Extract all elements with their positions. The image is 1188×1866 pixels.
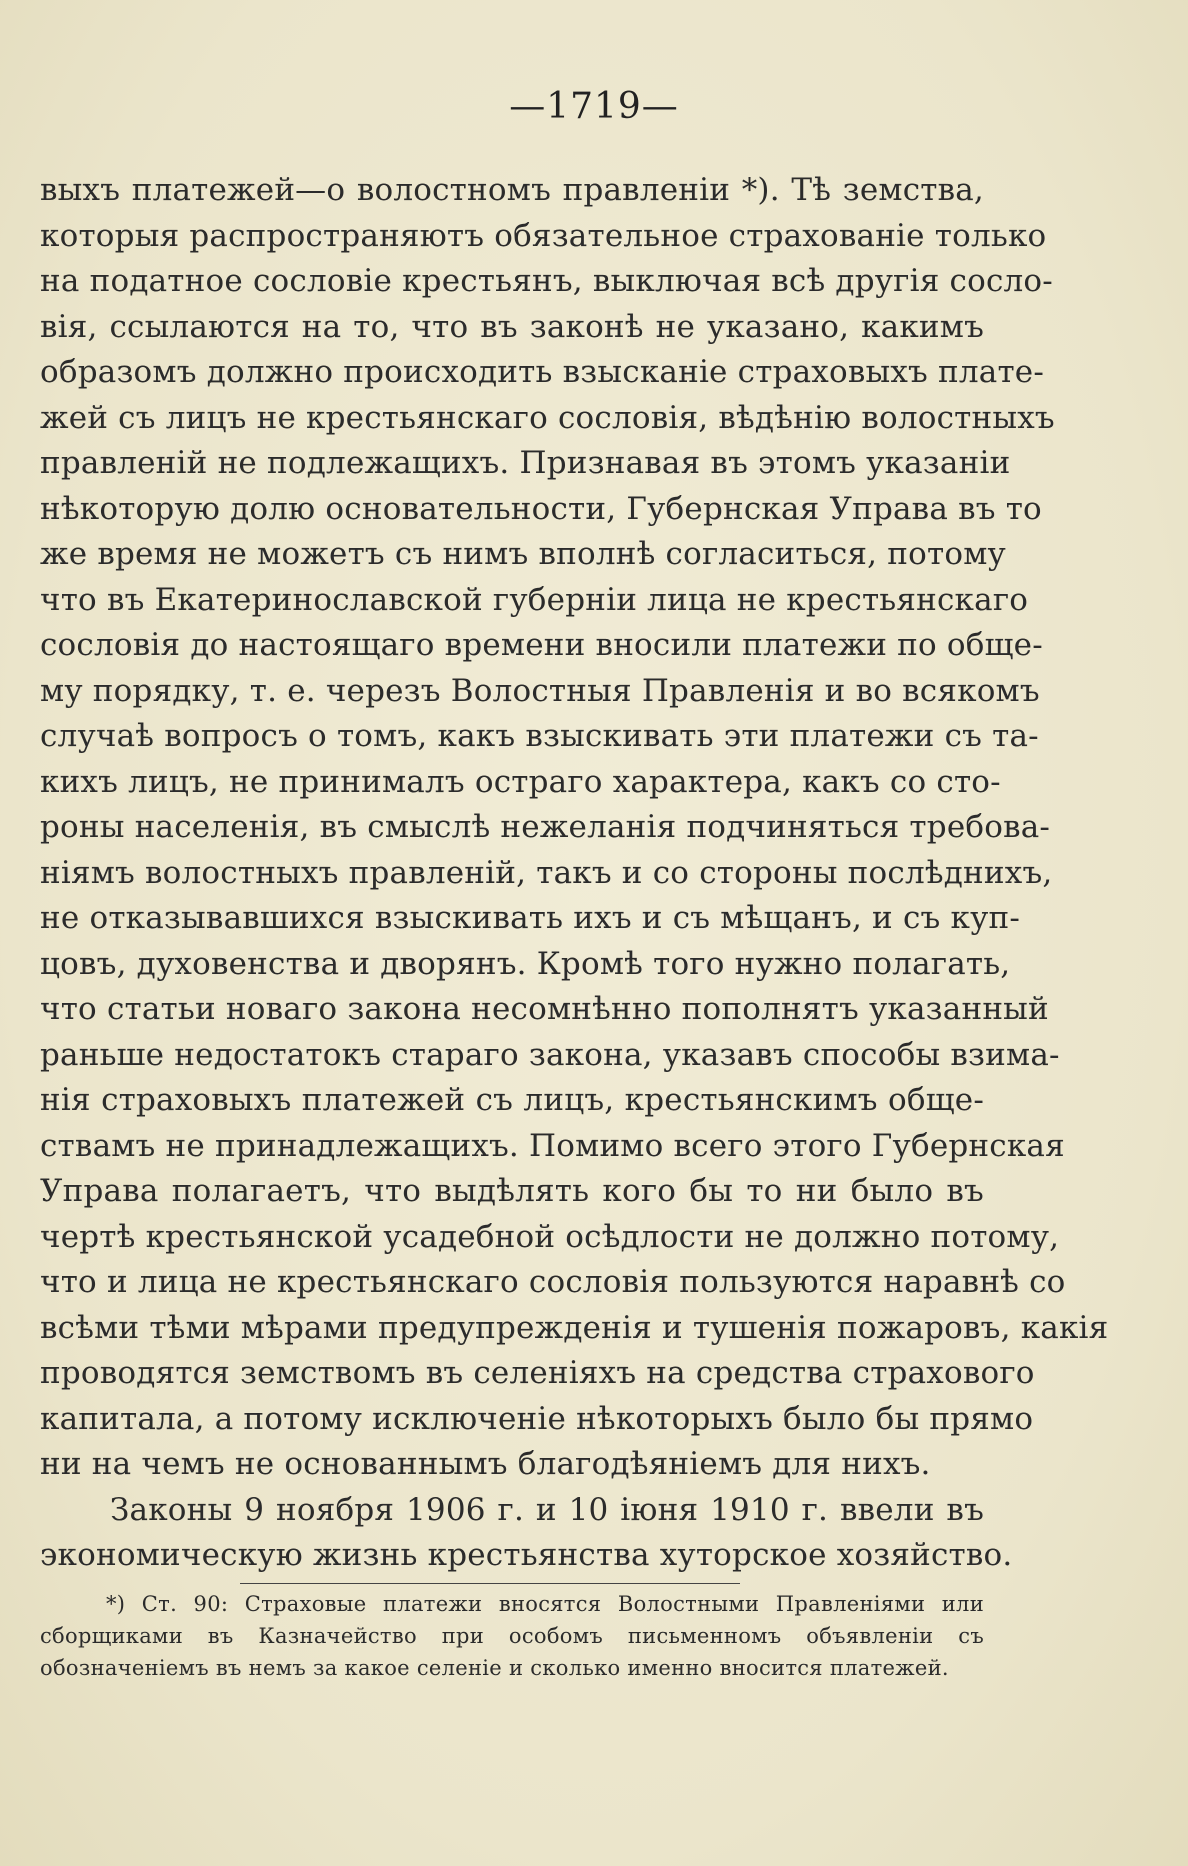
text-line: сословія до настоящаго времени вносили платежи по обще-	[40, 627, 1043, 663]
text-line: на податное сословіе крестьянъ, выключая всѣ другія сосло-	[40, 263, 1053, 299]
text-line: всѣми тѣми мѣрами предупрежденія и тушенія пожаровъ, какія	[40, 1309, 1109, 1346]
text-line: которыя распространяютъ обязательное страхованіе только	[40, 217, 1047, 254]
text-line: проводятся земствомъ въ селеніяхъ на средства страхового	[40, 1355, 1035, 1391]
text-line: вія, ссылаются на то, что въ законѣ не указано, какимъ	[40, 308, 984, 345]
text-line: что и лица не крестьянскаго сословія пользуются наравнѣ со	[40, 1264, 1066, 1300]
text-line: выхъ платежей—о волостномъ правленіи *). Тѣ земства,	[40, 172, 984, 208]
text-line: образомъ должно происходить взысканіе страховыхъ плате-	[40, 354, 1045, 390]
text-line: жей съ лицъ не крестьянскаго сословія, вѣдѣнію волостныхъ	[40, 399, 1055, 436]
text-line: ни на чемъ не основаннымъ благодѣяніемъ для нихъ.	[40, 1446, 931, 1482]
paragraph-start-line: Законы 9 ноября 1906 г. и 10 іюня 1910 г. ввели въ	[110, 1491, 984, 1528]
text-line: чертѣ крестьянской усадебной осѣдлости не должно потому,	[40, 1218, 1060, 1255]
text-line: роны населенія, въ смыслѣ нежеланія подчиняться требова-	[40, 809, 1051, 845]
body-text	[40, 168, 1109, 1579]
text-line: что статьи новаго закона несомнѣнно пополнятъ указанный	[40, 991, 1049, 1027]
text-line: капитала, а потому исключеніе нѣкоторыхъ было бы прямо	[40, 1400, 1034, 1437]
text-line: нія страховыхъ платежей съ лицъ, крестьянскимъ обще-	[40, 1082, 984, 1118]
text-line: экономическую жизнь крестьянства хуторское хозяйство.	[40, 1537, 1013, 1573]
text-line: цовъ, духовенства и дворянъ. Кромѣ того нужно полагать,	[40, 945, 1011, 982]
text-line: же время не можетъ съ нимъ вполнѣ согласиться, потому	[40, 536, 1006, 572]
footnote-divider	[240, 1583, 740, 1584]
footnote-line: *) Ст. 90: Страховые платежи вносятся Волостными Правленіями или	[106, 1592, 984, 1616]
text-line: правленій не подлежащихъ. Признавая въ этомъ указаніи	[40, 445, 1011, 481]
text-line: Управа полагаетъ, что выдѣлять кого бы то ни было въ	[40, 1173, 984, 1209]
text-line: му порядку, т. е. черезъ Волостныя Правленія и во всякомъ	[40, 672, 1040, 709]
footnote	[40, 1588, 984, 1684]
text-line: что въ Екатеринославской губерніи лица не крестьянскаго	[40, 581, 1029, 618]
text-line: нѣкоторую долю основательности, Губернская Управа въ то	[40, 490, 1042, 527]
text-line: случаѣ вопросъ о томъ, какъ взыскивать эти платежи съ та-	[40, 718, 1039, 754]
footnote-line: сборщиками въ Казначейство при особомъ письменномъ объявленіи съ	[40, 1624, 984, 1648]
text-line: ніямъ волостныхъ правленій, такъ и со стороны послѣднихъ,	[40, 854, 1053, 891]
text-line: ствамъ не принадлежащихъ. Помимо всего этого Губернская	[40, 1127, 1065, 1164]
text-line: кихъ лицъ, не принималъ остраго характера, какъ со сто-	[40, 763, 1001, 800]
page-number: —1719—	[509, 86, 679, 127]
footnote-line: обозначеніемъ въ немъ за какое селеніе и сколько именно вносится платежей.	[40, 1656, 949, 1680]
text-line: раньше недостатокъ стараго закона, указавъ способы взима-	[40, 1036, 1060, 1073]
text-line: не отказывавшихся взыскивать ихъ и съ мѣщанъ, и съ куп-	[40, 900, 1021, 936]
